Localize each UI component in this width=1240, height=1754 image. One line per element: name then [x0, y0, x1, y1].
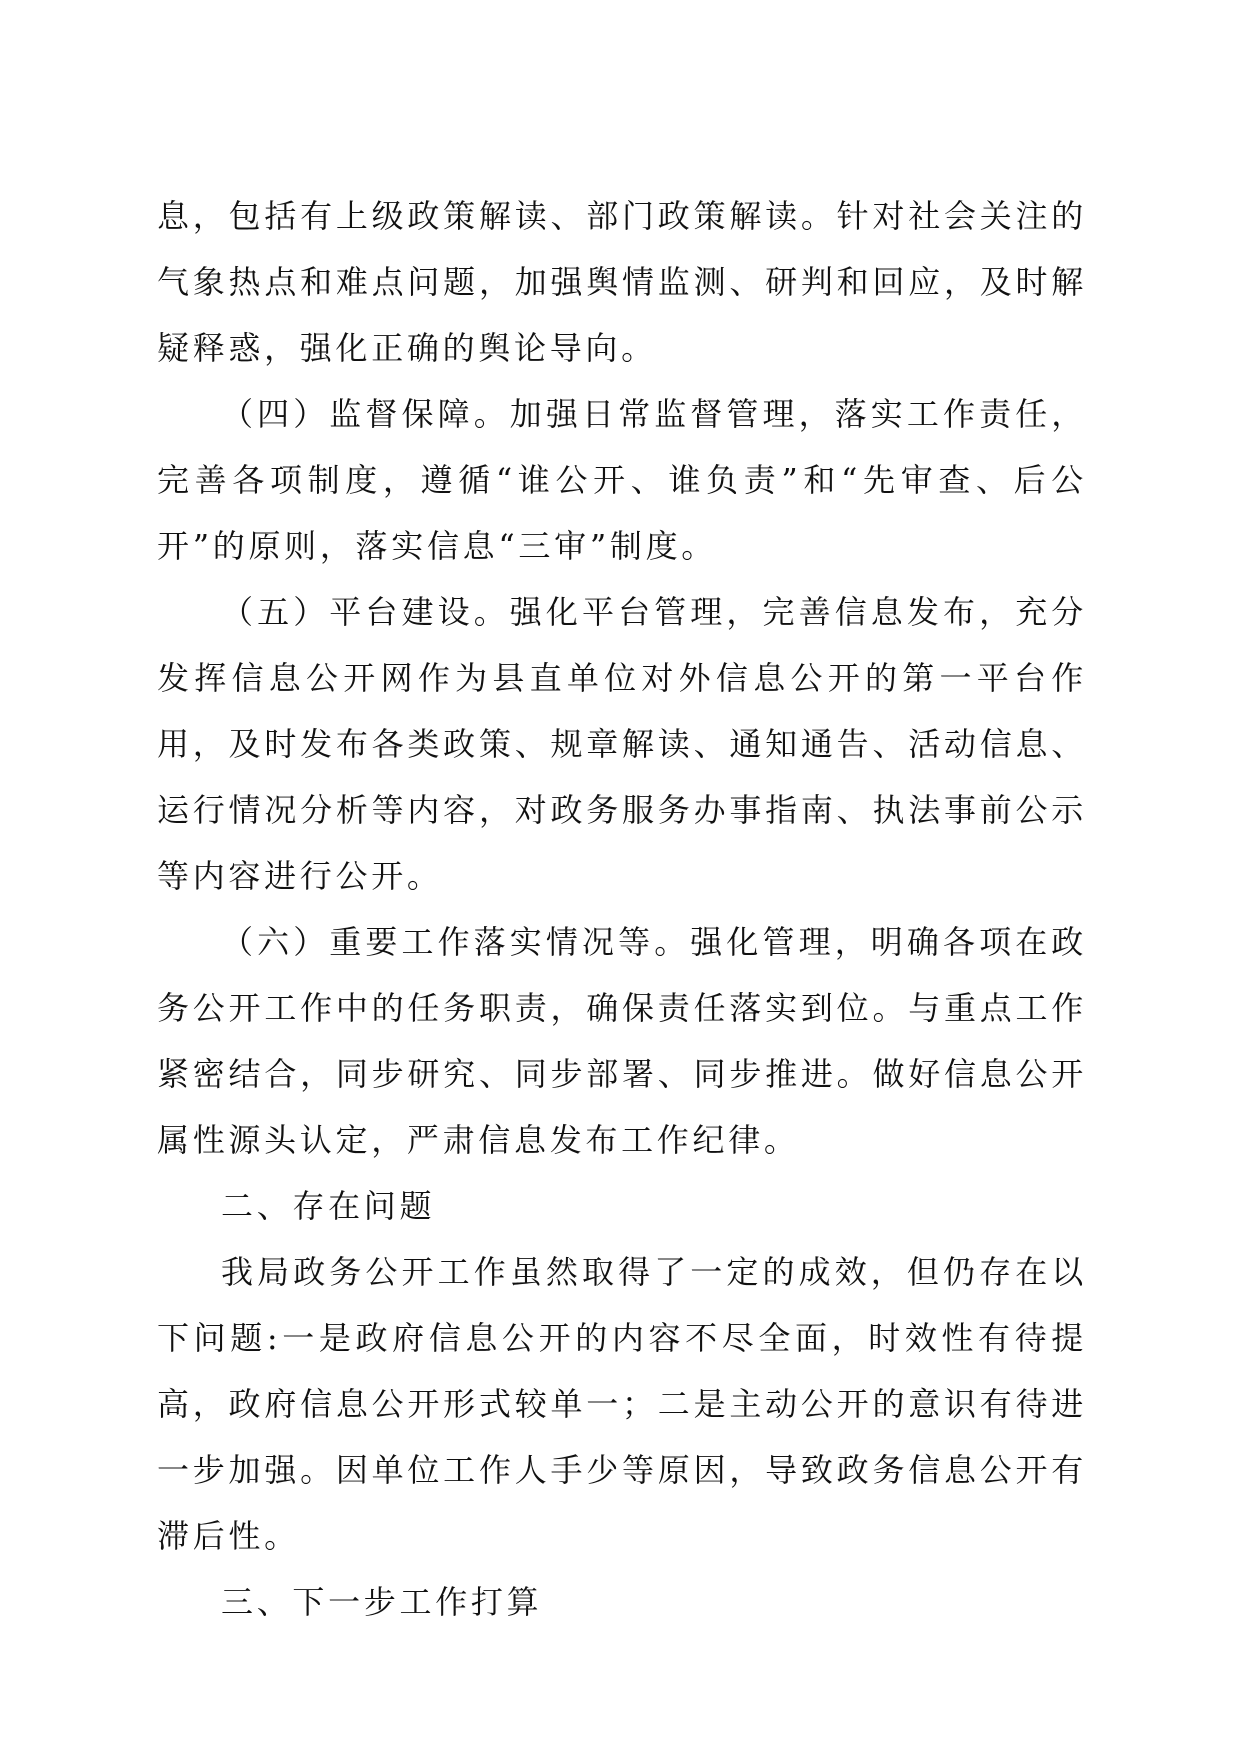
paragraph-platform-construction: （五）平台建设。强化平台管理，完善信息发布，充分发挥信息公开网作为县直单位对外信息公开的第一平台作用，及时发布各类政策、规章解读、通知通告、活动信息、运行情况分析等内容，对政务服务办事指南、执法事前公示等内容进行公开。	[157, 593, 1087, 895]
paragraph-key-work-implementation: （六）重要工作落实情况等。强化管理，明确各项在政务公开工作中的任务职责，确保责任落实到位。与重点工作紧密结合，同步研究、同步部署、同步推进。做好信息公开属性源头认定，严肃信息发布工作纪律。	[157, 923, 1087, 1159]
paragraph-continuation-info: 息，包括有上级政策解读、部门政策解读。针对社会关注的气象热点和难点问题，加强舆情监测、研判和回应，及时解疑释惑，强化正确的舆论导向。	[157, 197, 1087, 367]
section-heading-existing-problems: 二、存在问题	[221, 1187, 436, 1225]
section-heading-next-steps: 三、下一步工作打算	[221, 1583, 543, 1621]
document-body	[157, 183, 1087, 1635]
paragraph-supervision-guarantee: （四）监督保障。加强日常监督管理，落实工作责任，完善各项制度，遵循“谁公开、谁负责”和“先审查、后公开”的原则，落实信息“三审”制度。	[157, 395, 1087, 565]
paragraph-existing-problems: 我局政务公开工作虽然取得了一定的成效，但仍存在以下问题:一是政府信息公开的内容不尽全面，时效性有待提高，政府信息公开形式较单一；二是主动公开的意识有待进一步加强。因单位工作人手少等原因，导致政务信息公开有滞后性。	[157, 1253, 1087, 1555]
